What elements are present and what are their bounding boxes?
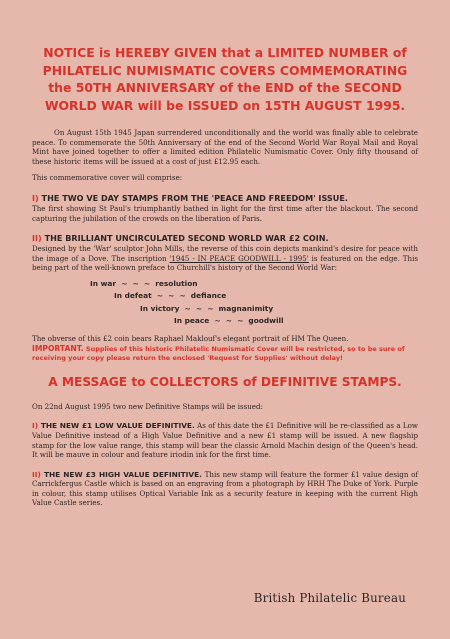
item-2-section — [32, 233, 418, 273]
quote-line: In peace ~ ~ ~ goodwill — [174, 316, 284, 326]
item-1-section — [32, 193, 418, 223]
important-notice — [32, 344, 418, 364]
definitive-2-number: II) — [32, 469, 41, 479]
obverse-line: The obverse of this £2 coin bears Raphael Maklouf's elegant portrait of HM The Queen. — [32, 333, 349, 343]
item-2-text-a: Designed by the 'War' sculptor John Mills, the reverse of this coin depicts mankind's desire for peace with the image of a Dove. The inscription — [32, 244, 418, 263]
definitive-intro: On 22nd August 1995 two new Definitive Stamps will be issued: — [32, 401, 263, 411]
definitive-2 — [32, 470, 418, 508]
important-text: Supplies of this historic Philatelic Numismatic Cover will be restricted, so to be sure of receiving your copy please return the enclosed 'Request for Supplies' without delay! — [32, 344, 405, 363]
definitive-2-title: THE NEW £3 HIGH VALUE DEFINITIVE. — [43, 469, 202, 479]
definitive-1-title: THE NEW £1 LOW VALUE DEFINITIVE. — [40, 421, 195, 431]
item-1-heading — [32, 193, 418, 204]
definitive-1-heading — [32, 421, 195, 430]
important-label: IMPORTANT. — [32, 343, 84, 353]
quote-line: In war ~ ~ ~ resolution — [90, 278, 198, 288]
bureau-signature: British Philatelic Bureau — [253, 591, 406, 605]
churchill-quote — [32, 278, 418, 328]
comprise-line: This commemorative cover will comprise: — [32, 173, 183, 183]
coin-inscription: '1945 - IN PEACE GOODWILL - 1995' — [169, 253, 309, 263]
item-1-text: The first showing St Paul's triumphantly bathed in light for the first time after the blackout. The second capturing the jubilation of the crowds on the liberation of Paris. — [32, 203, 418, 223]
notice-headline: NOTICE is HEREBY GIVEN that a LIMITED NUMBER of PHILATELIC NUMISMATIC COVERS COMMEMORATING the 50TH ANNIVERSARY of the END of the SECOND WORLD WAR will be ISSUED on 15TH AUGUST 1995. — [42, 45, 408, 113]
definitive-2-text: This new stamp will feature the former £1 value design of Carrickfergus Castle which is based on an engraving from a photograph by HRH The Duke of York. Purple in colour, this stamp utilises Optical Variable Ink as a security feature in keeping with the current High Value Castle series. — [32, 469, 419, 508]
definitive-1-number: I) — [32, 421, 39, 431]
quote-line: In defeat ~ ~ ~ defiance — [114, 291, 227, 301]
definitive-1-text: As of this date the £1 Definitive will be re-classified as a Low Value Definitive instead of a High Value Definitive and a new £1 stamp will be issued. A new flagship stamp for the low value range, this stamp will bear the classic Arnold Machin design of the Queen's head. It will be mauve in colour and feature iriodin ink for the first time. — [32, 421, 418, 460]
intro-paragraph: On August 15th 1945 Japan surrendered unconditionally and the world was finally able to celebrate peace. To commemorate the 50th Anniversary of the end of the Second World War Royal Mail and Royal Mint have joined together to offer a limited edition Philatelic Numismatic Cover. Only fifty thousand of these historic items will be issued at a cost of just £12.95 each. — [32, 128, 418, 166]
quote-line: In victory ~ ~ ~ magnanimity — [140, 303, 274, 313]
item-1-title: THE TWO VE DAY STAMPS FROM THE 'PEACE AND FREEDOM' ISSUE. — [41, 192, 348, 203]
definitive-1 — [32, 421, 418, 459]
item-2-title: THE BRILLIANT UNCIRCULATED SECOND WORLD WAR £2 COIN. — [44, 233, 329, 244]
item-2-text — [32, 244, 418, 273]
item-2-heading — [32, 233, 418, 244]
item-1-number: I) — [32, 192, 39, 203]
item-2-text-b: is featured on the edge. This being part of the well-known preface to Churchill's history of the Second World War: — [32, 253, 418, 273]
definitive-2-heading — [32, 470, 202, 479]
item-2-number: II) — [32, 233, 42, 244]
definitive-message-heading: A MESSAGE to COLLECTORS of DEFINITIVE STAMPS. — [48, 374, 402, 389]
